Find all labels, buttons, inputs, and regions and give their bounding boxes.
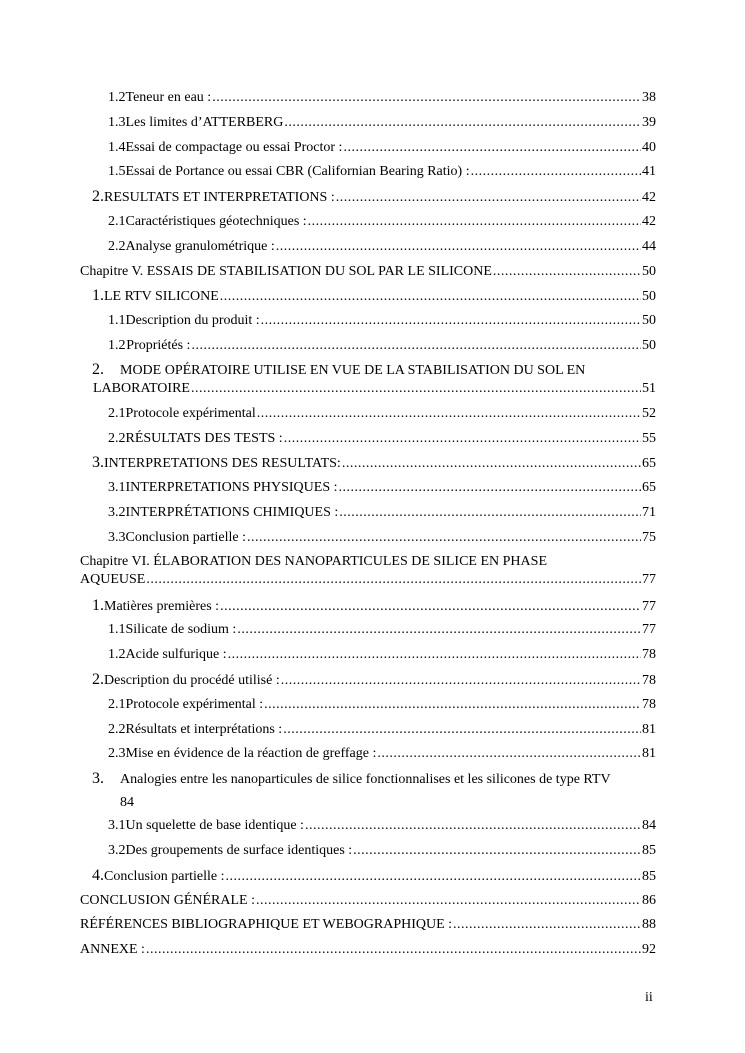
toc-entry[interactable] (80, 742, 656, 767)
toc-leader (257, 402, 641, 427)
toc-entry[interactable] (80, 284, 656, 309)
toc-leader (228, 643, 641, 668)
toc-entry[interactable] (80, 594, 656, 619)
toc-leader (339, 476, 641, 501)
toc-entry[interactable] (80, 668, 656, 693)
toc-entry[interactable] (80, 210, 656, 235)
toc-entry[interactable] (80, 501, 656, 526)
toc-page: 81 (642, 746, 656, 762)
toc-leader (339, 501, 641, 526)
toc-leader (146, 938, 641, 963)
toc-page: 51 (642, 380, 656, 396)
toc-entry[interactable] (80, 334, 656, 359)
toc-page: 84 (120, 794, 134, 810)
table-of-contents (80, 86, 656, 963)
toc-title-continued: AQUEUSE (80, 571, 146, 587)
toc-title: Analyse granulométrique : (125, 238, 275, 254)
toc-title: Protocole expérimental : (125, 696, 264, 712)
toc-entry[interactable] (80, 402, 656, 427)
toc-number: 2.2 (108, 721, 126, 737)
toc-leader (336, 186, 641, 211)
toc-leader (281, 669, 641, 694)
toc-leader (353, 839, 641, 864)
toc-leader (305, 814, 641, 839)
toc-page: 75 (642, 529, 656, 545)
toc-page: 78 (642, 672, 656, 688)
toc-leader (308, 210, 641, 235)
toc-entry[interactable] (80, 814, 656, 839)
toc-title: Des groupements de surface identiques : (125, 842, 353, 858)
toc-number: 2.1 (108, 405, 126, 421)
toc-entry[interactable] (80, 427, 656, 452)
toc-entry[interactable] (80, 136, 656, 161)
toc-page: 50 (642, 263, 656, 279)
toc-leader (284, 427, 641, 452)
toc-title: RÉSULTATS DES TESTS : (125, 430, 283, 446)
toc-number: 1.1 (108, 313, 126, 329)
toc-number: 3.3 (108, 529, 126, 545)
toc-number: 1.2 (108, 337, 126, 353)
toc-number: 4. (92, 866, 104, 884)
toc-page: 41 (642, 164, 656, 180)
toc-title: ANNEXE : (80, 942, 145, 958)
toc-entry[interactable] (80, 86, 656, 111)
toc-title: Chapitre VI. ÉLABORATION DES NANOPARTICULES DE SILICE EN PHASE (80, 553, 547, 569)
toc-page: 44 (642, 238, 656, 254)
toc-title: INTERPRETATIONS PHYSIQUES : (125, 480, 338, 496)
toc-leader (264, 693, 641, 718)
toc-entry[interactable] (80, 185, 656, 210)
toc-title: RESULTATS ET INTERPRETATIONS : (104, 190, 335, 206)
toc-title: Analogies entre les nanoparticules de silice fonctionnalises et les silicones de type RTV (120, 772, 611, 788)
toc-leader (256, 889, 641, 914)
toc-page: 92 (642, 942, 656, 958)
toc-number: 3. (92, 454, 104, 472)
toc-leader (471, 160, 641, 185)
toc-number: 2. (92, 188, 104, 206)
toc-page: 50 (642, 313, 656, 329)
toc-entry[interactable] (80, 476, 656, 501)
toc-page: 77 (642, 571, 656, 587)
page-number: ii (645, 990, 653, 1005)
toc-entry[interactable] (80, 643, 656, 668)
toc-leader (453, 913, 641, 938)
toc-page: 85 (642, 842, 656, 858)
toc-number: 1. (92, 287, 104, 305)
toc-number: 1.4 (108, 139, 126, 155)
toc-number: 3.2 (108, 842, 126, 858)
toc-chapter[interactable] (80, 260, 656, 285)
toc-chapter[interactable] (80, 889, 656, 914)
toc-number: 1.5 (108, 164, 126, 180)
toc-page: 50 (642, 289, 656, 305)
toc-entry[interactable] (80, 235, 656, 260)
toc-number: 1.2 (108, 90, 126, 105)
toc-page: 71 (642, 504, 656, 520)
toc-leader (261, 309, 641, 334)
toc-page: 52 (642, 405, 656, 421)
toc-page: 88 (642, 917, 656, 933)
toc-number: 2. (92, 360, 104, 378)
toc-title: Un squelette de base identique : (125, 818, 304, 834)
toc-number: 2.2 (108, 238, 126, 254)
toc-entry[interactable] (80, 359, 656, 402)
toc-title: Résultats et interprétations : (125, 721, 283, 737)
toc-leader (191, 334, 641, 359)
toc-chapter[interactable] (80, 551, 656, 594)
toc-page: 81 (642, 721, 656, 737)
toc-page: 55 (642, 430, 656, 446)
toc-entry[interactable] (80, 767, 656, 814)
toc-title: Chapitre V. ESSAIS DE STABILISATION DU SOL PAR LE SILICONE (80, 263, 492, 279)
toc-title-continued: LABORATOIRE (93, 380, 190, 396)
toc-page: 78 (642, 696, 656, 712)
toc-page: 78 (642, 647, 656, 663)
toc-number: 2.2 (108, 430, 126, 446)
toc-leader (377, 742, 641, 767)
toc-entry[interactable] (80, 160, 656, 185)
toc-title: Description du produit : (125, 313, 260, 329)
toc-entry[interactable] (80, 718, 656, 743)
toc-title: Acide sulfurique : (125, 647, 227, 663)
toc-title: Caractéristiques géotechniques : (125, 213, 307, 229)
toc-title: Conclusion partielle : (125, 529, 247, 545)
toc-number: 3.2 (108, 504, 126, 520)
toc-title: LE RTV SILICONE (104, 289, 219, 305)
toc-leader (493, 260, 641, 285)
toc-leader (284, 111, 641, 136)
toc-page: 50 (642, 337, 656, 353)
toc-entry[interactable] (80, 864, 656, 889)
toc-number: 2. (92, 670, 104, 688)
toc-page: 42 (642, 190, 656, 206)
toc-title: CONCLUSION GÉNÉRALE : (80, 892, 255, 908)
toc-title: Teneur en eau : (125, 90, 212, 105)
toc-number: 1.1 (108, 622, 126, 638)
toc-page: 40 (642, 139, 656, 155)
toc-title: INTERPRÉTATIONS CHIMIQUES : (125, 504, 339, 520)
toc-page: 84 (642, 818, 656, 834)
toc-title: Protocole expérimental (125, 405, 256, 421)
toc-number: 3. (92, 770, 104, 788)
toc-title: RÉFÉRENCES BIBLIOGRAPHIQUE ET WEBOGRAPHIQUE : (80, 917, 453, 933)
toc-title: MODE OPÉRATOIRE UTILISE EN VUE DE LA STABILISATION DU SOL EN (120, 362, 586, 378)
toc-entry[interactable] (80, 618, 656, 643)
toc-page: 38 (642, 90, 656, 105)
toc-title: Essai de compactage ou essai Proctor : (125, 139, 343, 155)
toc-title: Mise en évidence de la réaction de greffage : (125, 746, 377, 762)
toc-number: 3.1 (108, 480, 126, 496)
toc-leader (226, 865, 641, 890)
toc-number: 2.3 (108, 746, 126, 762)
toc-leader (276, 235, 641, 260)
toc-chapter[interactable] (80, 913, 656, 938)
toc-page: 39 (642, 114, 656, 130)
toc-title: Les limites d’ATTERBERG (125, 114, 284, 130)
toc-number: 1. (92, 596, 104, 614)
toc-leader (191, 378, 641, 399)
toc-page: 77 (642, 598, 656, 614)
toc-entry[interactable] (80, 451, 656, 476)
toc-leader (342, 452, 641, 477)
toc-leader (146, 569, 641, 590)
toc-leader (237, 618, 641, 643)
toc-number: 2.1 (108, 213, 126, 229)
toc-title: Silicate de sodium : (125, 622, 237, 638)
toc-leader (220, 285, 641, 310)
toc-title: Essai de Portance ou essai CBR (Californian Bearing Ratio) : (125, 164, 470, 180)
toc-number: 2.1 (108, 696, 126, 712)
toc-entry[interactable] (80, 526, 656, 551)
toc-leader (283, 718, 641, 743)
toc-page: 86 (642, 892, 656, 908)
toc-leader (247, 526, 641, 551)
toc-leader (212, 86, 641, 111)
toc-page: 85 (642, 868, 656, 884)
toc-leader (343, 136, 641, 161)
toc-title: Propriétés : (126, 337, 191, 353)
toc-entry[interactable] (80, 839, 656, 864)
toc-number: 1.2 (108, 647, 126, 663)
toc-title: Conclusion partielle : (104, 868, 225, 884)
toc-title: Matières premières : (104, 598, 220, 614)
toc-chapter[interactable] (80, 938, 656, 963)
toc-entry[interactable] (80, 111, 656, 136)
toc-page: 77 (642, 622, 656, 638)
toc-number: 3.1 (108, 818, 126, 834)
toc-leader (220, 595, 641, 620)
toc-page: 42 (642, 213, 656, 229)
toc-title: INTERPRETATIONS DES RESULTATS: (104, 456, 341, 472)
toc-title: Description du procédé utilisé : (104, 672, 280, 688)
toc-page: 65 (642, 456, 656, 472)
toc-page: 65 (642, 480, 656, 496)
toc-number: 1.3 (108, 114, 126, 130)
toc-entry[interactable] (80, 693, 656, 718)
toc-entry[interactable] (80, 309, 656, 334)
